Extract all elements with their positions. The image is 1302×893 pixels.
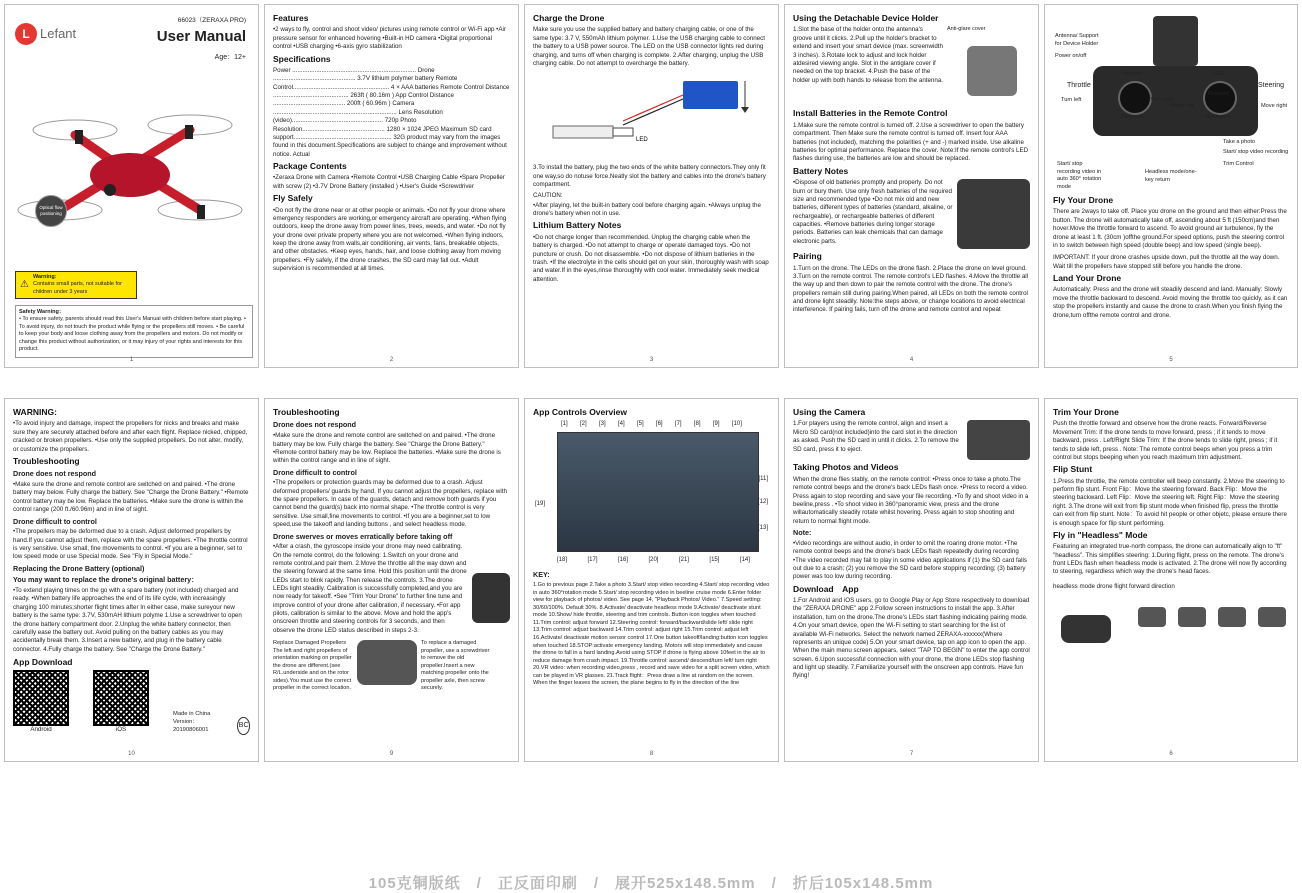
download-text: 1.For Android and iOS users, go to Google Play or App Store respectively to download the "ZERAXA DRONE" app 2.Follow screen instructions to install the app. 3.After installation, turn on the drone.The drone's LEDs start flashing indicating pairing mode. 4.On your smart device, open the Wi-Fi setting to start searching for the list of available Wi-Fi networks. Select the network named ZERAXA-xxxxxx(Where represents an unique code) 5.On your smart device, tap on app icon to open the app. When the main menu screen appears, select "TAP TO BEGIN" to enter the app control screen. 6.Upon successful connection with your drone, the drone LEDs stop flashing and light up steadily. 7.Familiarize yourself with the onscreen app controls. Have fun flying! [793,597,1030,680]
label-trim: Trim Control [1223,161,1254,167]
panel-troubleshooting [264,398,519,762]
swerves-text: •After a crash, the gyroscope inside your drone may need calibrating. On the remote control, do the following: 1.Switch on your drone and remote control,and pair them. 2.Move the throttle all the way down and the steering forward at the same time. Hold this position until the drone LEDs start to blink rapidly. Then release the controls. 3.The drone LEDs light steadily. Calibration is successfully completed,and you are now ready for takeoff. •See "Trim Your Drone" to further fine tune and improve control of your drone after calibration, if necessary. •For app pilots, calibration is similar to the above. Move and hold the app's onscreen throttle and steering controls for 3 seconds, and then observe the drone LED status described in steps 2-3. [273,543,467,634]
warning-text: Contains small parts, not suitable for children under 3 years [32,281,122,295]
safety-title: Safety Warning： [19,309,65,315]
drone-small-2 [1178,607,1206,627]
charge-title: Charge the Drone [533,13,605,23]
label-turn-right: Turn right [1150,97,1174,103]
guard-text: To replace a damaged propeller, use a screwdriver to remove the old propeller.Insert a new matching propeller onto the propeller axle, then screw securely. [421,640,490,692]
panel-camera [784,398,1039,762]
drone-illustration [15,90,245,260]
warning-title: WARNING: [13,407,57,417]
land-text: Automatically: Press and the drone will steadily descend and land. Manually: Slowly move the throttle backward to descend. Avoid moving the throttle too quickly, as it can stop the propellers instantly and cause the drone to crash.When you finish flying the drone,turn offthe remote control and drone. [1053,286,1288,319]
specs-text: Power ........................................................................ Drone ................................................ 3.7V lithium polymer battery Remote Control........................................................ 4 × AAA batteries Remote Control Distance ............................................ 263ft ( 80.16m ) App Control Distance .......................................... 200ft ( 60.96m ) Camera ........................................................................ Lens Resolution (video)..................................................... 720p Photo Resolution................................................ 1280 × 1024 JPEG Maximum SD card support......................................................... 32G product may vary from the images found in this document.Specifications are subject to change and improvement without notice. Actual [273,67,510,158]
holder-title: Using the Detachable Device Holder [793,13,939,23]
fly-text: There are 2ways to take off. Place you drone on the ground and then either:Press the button. The drone will automatically take off, ascending about 5 ft (150cm)and then hover.Move the throttle forward to ascend. To avoid ground air turbulence, fly the drone at least 1 ft. (30cm )offthe ground.For speed options, push the steering control in to switch between high speed (double beep) and low speed (single beep). [1053,208,1287,249]
headless-title: Fly in "Headless" Mode [1053,529,1148,540]
android-qr-code[interactable] [13,670,69,726]
swerves-title: Drone swerves or moves erratically before taking off [273,531,453,541]
label-move-right: Move right [1261,103,1288,109]
bc-mark [237,717,250,735]
remote-small [1061,615,1111,643]
brand-name: Lefant [40,26,77,42]
trouble-subtitle: Drone does not respond [13,469,97,479]
label-turn-left: Turn left [1061,97,1082,103]
page-number: 9 [389,750,394,757]
app-screen [557,432,759,552]
replace-title: Replacing the Drone Battery (optional) [13,563,145,573]
model-number: 66023（ZERAXA PRO) [177,17,246,24]
install-text: 3.To install the battery, plug the two ends of the white battery connectors.They only fit one way,so do notuse force.Neatly slot the battery and cables into the drone's battery compartment. [533,164,766,188]
panel-warning [4,398,259,762]
callout-label: Optical flow positioning [39,204,63,216]
features-title: Features [273,13,309,23]
warning-title: Warning: [32,274,57,280]
made-in-label: Made in China [173,711,211,718]
land-title: Land Your Drone [1053,272,1122,283]
num-5: [5] [636,421,644,428]
holder-illustration [947,26,1030,106]
age-label: Age：12+ [214,54,246,61]
panel-holder [784,4,1039,368]
app-download-title: App Download [13,657,73,667]
label-move-left: Move left [1171,103,1194,109]
num-6: [6] [655,421,663,428]
bc-label: BC [238,722,249,730]
bottom-number-row [557,556,750,564]
diagram-title: headless mode drone flight forward direction [1053,582,1175,590]
remote-calibrate-image [472,573,510,623]
num-2: [2] [579,421,587,428]
app-screen-diagram [533,420,770,568]
photos-text: When the drone flies stably, on the remote control: •Press once to take a photo.The remote control beeps and the drone's back LEDs flash once. •Press to record a video. Press again to stop recording and save your file recording. •To fly and shoot video in a beeline,press . •To shoot video in 360°panoramic view, press and the drone willautomatically steadily rotate whilst hovering. Press again to stop shooting and return to normal flight mode. [793,475,1029,525]
flip-title: Flip Stunt [1053,464,1093,475]
safety-text: • To ensure safety, parents should read this User's Manual with children before start playing. • To avoid injury, do not touch the product while flying or the propellers still moves. • Be careful to keep your body and loose clothing away from the propellers and motors. Do not modify or change this product without authorization, or it may injury of your rights and interests for this product. [19,316,246,353]
num-1: [1] [561,421,568,428]
warning-box [15,271,137,299]
trouble-subtitle: Drone does not respond [273,420,357,430]
caution-title: CAUTION: [533,192,563,200]
lithium-text: •Do not charge longer than recommended. Unplug the charging cable when the battery is charged. •Do not attempt to charge or operate damaged toys. •Do not puncture or crush. Do not disassemble. •Do not dispose of lithium batteries in the trash. •If the electrolyte in the cells should get on your skin, thoroughly wash with soap and water.If in the eyes,rinse thoroughly with cool water. Immediately seek medical attention. [533,233,769,283]
label-steering: Steering [1258,82,1285,89]
fly-title: Fly Your Drone [1053,195,1114,205]
trim-text: Push the throttle forward and observe how the drone reacts. Forward/Reverse Movement Trim: If the drone tends to move forward, press ; if it tends to move backward, press . Left/Right Slide Trim: If the drone tends to slide right, press ; if it tends to slide left, press . Note: The remote control beeps when you press a trim control but stops beeping when you reach maximum trim adjustment. [1053,420,1278,461]
app-controls-title: App Controls Overview [533,407,627,417]
print-spec-footer: 105克铜版纸 / 正反面印刷 / 展开525x148.5mm / 折后105x148.5mm [368,875,934,892]
sd-card-image [967,420,1030,460]
page-number: 4 [909,356,914,363]
install-title: Install Batteries in the Remote Control [793,108,948,119]
flysafely-text: •Do not fly the drone near or at other people or animals. •Do not fly your drone where emergency responders are working,or emergency aircraft are operating. •When flying outdoors, keep the drone away from power lines, trees, weeds, and water. •Do not fly your drone over private property where you are not welcomed. •When flying indoors, keep the drone away from walls,air conditioning, air vents, fans, breakable objects, and other obstacles. •Keep eyes, hands, hair, and loose clothing away from moving propellers. •Fly safely, if the drone crashes, the SD card may fall out. •Adult supervision is recommended at all times. [273,206,507,273]
important-text: IMPORTANT: If your drone crashes upside down, pull the throttle all the way down. Wait till the propellers have stopped still before you handle the drone. [1053,254,1280,270]
panel-app-controls [524,398,779,762]
android-label: Android [30,726,52,734]
panel-charge [524,4,779,368]
label-video: Start/ stop video recording [1223,149,1289,155]
note-text: •Video recordings are without audio, in order to omit the roaring drone motor. •The remote control beeps and the drone's back LEDs flash repeatedly during recording •The video recorded may fail to play in some video applications if (1) the SD card falls out due to a crash; (2) you remove the SD card before stopping recording; (3) battery power was too low during recording. [793,539,1027,581]
panel-trim [1044,398,1298,762]
note-title: Note: [793,528,812,538]
num-12: [12] [757,499,768,506]
difficult-title: Drone difficult to control [13,516,97,526]
label-photo: Take a photo [1223,139,1256,145]
trouble-title: Troubleshooting [273,407,340,417]
num-8: [8] [693,421,701,428]
num-15: [15] [709,557,720,564]
flip-text: 1.Press the throttle, the remote controller will beep constantly. 2.Move the steering to perform flip stunt. Front Flip：Move the steering forward. Back Flip：Move the steering backward. Left Flip：Move the steering left. Right Flip：Move the steering right. 3.The drone will exit from flip stunt mode when finished flip, press the throttle can exit from flip stunt. Note：To avoid hit people or other objetc, please ensure there is enough space for flip stunt performing. [1053,477,1287,527]
page-number: 6 [1169,750,1173,757]
trouble-text: •Make sure the drone and remote control are switched on and paired. •The drone battery may below. Fully charge the battery. See "Charge the Drone Battery." •Remote control battery may be low. Replace the batteries. •Make sure the drone is within the control range (200 ft./60.96m) and in line of sight. [13,481,249,514]
specs-title: Specifications [273,53,331,64]
caution-text: •After playing, let the built-in battery cool before charging again. •Always unplug the drone's battery when not in use. [533,201,761,218]
difficult-text: •The propellers may be deformed due to a crash. Adjust deformed propellers by hand.If you cannot adjust them, replace with the spare propellers. •The throttle control is very sensitive. Use small, fine movements to control. •If you are a beginner, set to low speed mode or use Special mode. See "Fly in Special Mode." [13,528,248,561]
lithium-title: Lithium Battery Notes [533,220,622,231]
difficult-text: •The propellers or protection guards may be deformed due to a crash. Adjust deformed propellers/ guards by hand. If you cannot adjust the propellers, replace with the spare propellers. In case of the guards, detach and remove both guards if you cannot bend the guard(s) back into normal shape. •The throttle control is very sensitive. Use small,fine movements to control. •If you are a beginner,set to low speed,use the takeoff and landing buttons , and select headless mode. [273,479,507,529]
num-20: [20] [648,557,659,564]
label-descend: Descend [1121,114,1144,120]
page-number: 2 [389,356,394,363]
headless-text: Featuring an integrated true-north compass, the drone can automatically align to "ft" "headless". This simplifies steering: 1.During flight, press on the remote. The drone's front LEDs flash when headless mode is activated. 2.The drone will now fly according to steering, regardless which way the drone's head faces. [1053,543,1287,576]
key-title: KEY: [533,570,550,580]
notes-text: •Dispose of old batteries promptly and properly. Do not burn or bury them. Use only fresh batteries of the required size and recommended type •Do not mix old and new batteries, different types of batteries (standard, alkaline, or rechargeable), or rechargeable batteries of different capacities. •Remove batteries during longer storage periods. Batteries can leak chemicals that can damage electronic parts. [793,179,953,245]
trouble-text: •Make sure the drone and remote control are switched on and paired. •The drone battery may be low. Fully charge the battery. See "Charge the Drone Battery." •Remote control battery may be low. Replace the batteries. •Make sure the drone is within the control range and in line of sight. [273,432,501,465]
ios-label: iOS [115,726,127,734]
damaged-propeller-text: Replace Damaged Propellers The left and right propellers of orientation marking on propeller the drone are different.(see R/L.underside and on the rotor sides).You must use the correct propeller in the correct location. [273,640,352,692]
manual-title: User Manual [156,28,246,45]
label-ascend: Ascend [1123,71,1142,77]
antiglare-label: Anti-glare cover [947,26,986,33]
label-led: LED [1213,71,1224,77]
drone-small-image [357,640,417,685]
flysafely-title: Fly Safely [273,193,313,204]
drone-small-4 [1258,607,1286,627]
label-forward: Forward [1208,91,1229,97]
drone-small-1 [1138,607,1166,627]
phone-holder [1153,16,1198,66]
remote-battery-image [957,179,1030,249]
version-label: Version：20190806001 [173,719,209,734]
trim-title: Trim Your Drone [1053,407,1119,417]
photos-title: Taking Photos and Videos [793,462,899,473]
headless-diagram [1053,597,1289,667]
battery-illustration [533,71,763,161]
install-text: 1.Make sure the remote control is turned off. 2.Use a screwdriver to open the battery compartment. Then Make sure the remote control is turned off. Insert four AAA batteries (not included), matching the polarities (+ and -) marked inside. Use alkaline batteries for optimal performance. Replace the cover. Note:If the remote control's LED flashes during use, the batteries are low and should be replaced. [793,121,1029,163]
num-11: [11] [758,476,768,483]
page-number: 1 [129,356,134,363]
replace-subtitle: You may want to replace the drone's original battery： [13,575,199,585]
trouble-title: Troubleshooting [13,455,80,466]
key-text: 1.Go to previous page 2.Take a photo 3.Start/ stop video recording 4.Start/ stop recording video in auto 360°rotation mode 5.Start/ stop recording video in beeline cruise mode 6.Enter folder view for playback of photos/ video. See page 14, "Playback Photos/ Video." 7.Speed setting: 30/60/100%. Default 30%. 8.Activate/ deactivate headless mode 9.Activate/ deactivate stunt mode 10.Show/ hide throttle, steering and trim controls. Button icon toggles when touched 11.Trim control: adjust forward 12.Steering control: forward/backward/slide left/ slide right 13.Trim control: adjust backward 14.Trim control: adjust right 15.Trim control: adjust left 16.Activate/ deactivate motion sensor control 17.One button takeoff/landing:button icon toggles when touched 18.STOP:activate emergency landing. Motors will stop immediately and cause the drone to fall in a hard landing.Avoid using STOP if drone is flying above 10feet in the air to reduce damage from crash impact. 19.Throttle control: ascend/ descend/turn left/ turn right 20.VR video: when recording video,press , record and save video for a split screen video, which can be played in VR glasses. 21.Track flight：Press draw a line at random on the screen. When the finger leaves the screen, the plane begins to fly in the direction of the line [533,582,770,687]
num-3: [3] [598,421,606,428]
label-throttle: Throttle [1067,82,1091,89]
num-10: [10] [731,421,742,428]
num-18: [18] [557,557,568,564]
notes-title: Battery Notes [793,165,849,176]
brand-logo [15,23,76,45]
label-antenna: Antenna/ Support for Device Holder [1055,33,1099,47]
pairing-text: 1.Turn on the drone. The LEDs on the drone flash. 2.Place the drone on level ground. 3.Turn on the remote control. The remote control's LED flashes. 4.Move the throttle all the way up and then down to pair the remote control with the drone. The drone's propellers remain still during pairing.When paired, all LEDs on both the remote control and drone light steadily. Note:the steps above, or change locations to avoid electrical interference. If pairing fails, turn off the drone and remote control and repeat [793,264,1029,314]
features-text: •2 ways to fly, control and shoot video/ pictures using remote control or Wi-Fi app •Air pressure sensor for enhanced hovering •Built-in HD camera •Digital proportional control •USB charging •6-axis gyro stabilization [273,26,506,51]
panel-fly [1044,4,1298,368]
replace-text: •To extend playing times on the go with a spare battery (not included) charged and ready. •When battery life approaches the end of its life cycle, with increasingly charging 100 minutes;shorter flight times after In either case, make sureyour new battery is the same type: 3.7V, 530mAH lithium polyme 1.Use a screwdriver to open the drone battery compartment door. 2.Unplug the white battery connector, then carefully ease the battery out. Avoid pulling on the battery cables as you may accidentally break them. 3.Insert a new battery, and plug in the battery cable connector. 4.Fully charge the battery. See "Charge the Drone Battery." [13,587,242,653]
pairing-title: Pairing [793,251,822,262]
charge-text: Make sure you use the supplied battery and battery charging cable, or one of the same type: 3.7 V, 550mAh lithium polymer. 1.Use the USB charging cable to connect the battery to a USB power source. The LED on the USB connector lights red during charging, and turns off when charging is complete. 2.After charging, unplug the USB charging cable. Do not attempt to overcharge the battery. [533,26,765,67]
panel-features [264,4,519,368]
package-title: Package Contents [273,160,347,171]
page-number: 7 [909,750,914,757]
ios-qr-code[interactable] [93,670,149,726]
left-stick [1118,81,1152,115]
num-16: [16] [617,557,628,564]
page-number: 10 [128,750,135,757]
camera-title: Using the Camera [793,407,866,417]
page-number: 5 [1169,356,1173,363]
led-label: LED [636,137,648,144]
holder-text: 1.Slot the base of the holder onto the antenna's groove until it clicks. 2.Pull up the holder's bracket to extend and insert your smart device (max. screenwidth 3 inches). 3.Rotate lock to adjust and lock holder atdesired viewing angle. Slot in the antiglare cover if needed on the top bracket. 4.Push the base of the holder up with both hands to release from the antenna. [793,26,943,84]
page-number: 3 [649,356,654,363]
warning-text: •To avoid injury and damage, inspect the propellers for nicks and breaks and make sure they are securely attached before and after each flight. Replace nicked, chipped, cracked or broken propellers. •Use only the supplied propellers. Do not alter, modify, or customize the propellers. [13,420,248,453]
controller-diagram [1053,11,1289,193]
num-7: [7] [674,421,682,428]
label-backward: Backward [1206,114,1231,120]
optical-flow-callout [35,195,67,227]
package-text: •Zeraxa Drone with Camera •Remote Control •USB Charging Cable •Spare Propeller with screw (2) •3.7V Drone Battery (installed ) •User's Guide •Screwdriver [273,174,505,190]
label-power: Power on/off [1055,53,1087,59]
difficult-title: Drone difficult to control [273,467,357,477]
warning-triangle-icon: ⚠ [20,279,29,291]
num-9: [9] [712,421,720,428]
panel-cover [4,4,259,368]
camera-text: 1.For players using the remote control, align and insert a Micro SD card(not included)into the card slot in the direction as asked. Push the SD card in until it clicks. 2.To remove the SD card, press it to eject. [793,420,959,453]
logo-icon: L [15,23,37,45]
drone-small-3 [1218,607,1246,627]
safety-box [15,305,253,358]
label-360: Start/ stop recording video in auto 360° rotation mode [1057,161,1102,190]
page-number: 8 [649,750,654,757]
top-number-row [533,420,770,428]
num-21: [21] [678,557,689,564]
label-headless: Headless mode/one-key return [1145,169,1197,183]
num-17: [17] [587,557,598,564]
num-4: [4] [617,421,625,428]
download-title: Download App [793,583,859,594]
num-13: [13] [757,525,768,532]
num-19: [19] [535,501,546,508]
holder-image [967,46,1017,96]
num-14: [14] [739,557,750,564]
